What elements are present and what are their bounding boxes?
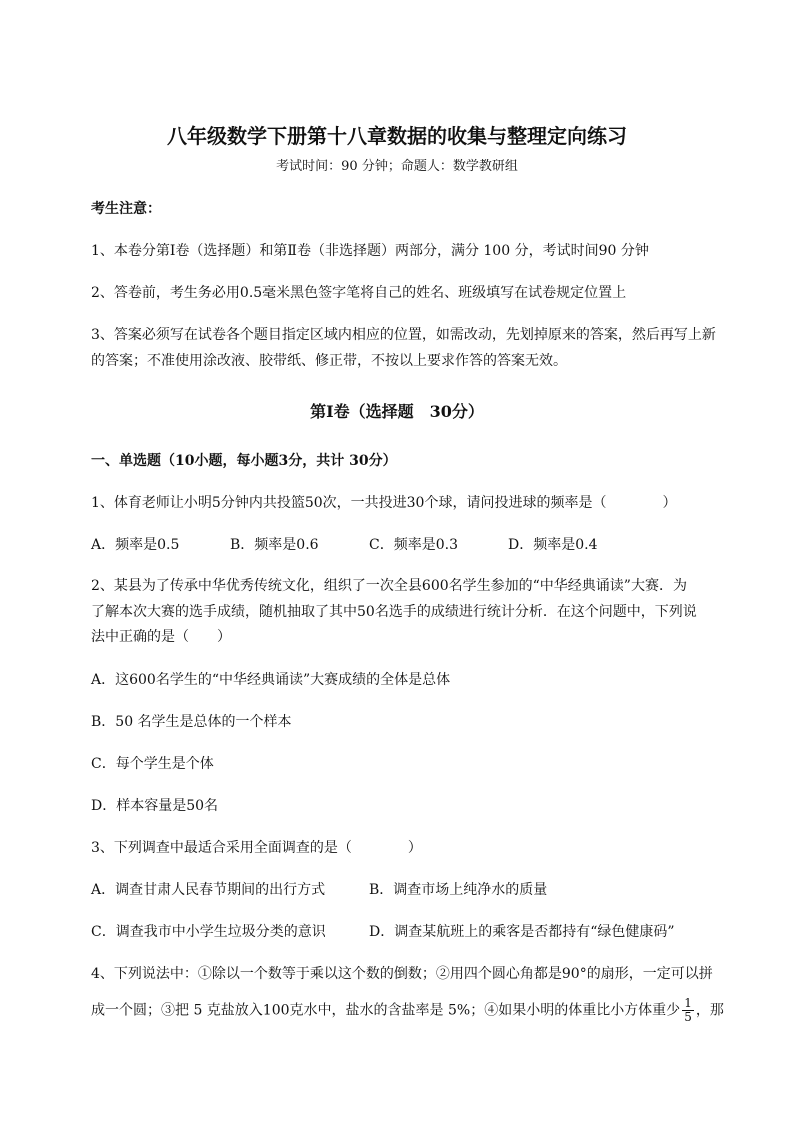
- exam-info: 考试时间：90 分钟；命题人：数学教研组: [276, 159, 518, 174]
- question-1-option-d: D．频率是0.4: [508, 537, 598, 553]
- question-2-stem-line-3: 法中正确的是（ ）: [91, 629, 231, 645]
- question-2-option-c: C．每个学生是个体: [91, 756, 214, 772]
- question-3-option-c: C．调查我市中小学生垃圾分类的意识: [91, 924, 326, 940]
- question-3-option-b: B．调查市场上纯净水的质量: [369, 882, 548, 898]
- fraction-numerator: 1: [684, 996, 692, 1010]
- question-2-stem-line-2: 了解本次大赛的选手成绩，随机抽取了其中50名选手的成绩进行统计分析．在这个问题中，下列说: [91, 604, 697, 620]
- question-2-stem-line-1: 2、某县为了传承中华优秀传统文化，组织了一次全县600名学生参加的“中华经典诵读”大赛．为: [91, 578, 687, 594]
- question-1-option-a: A．频率是0.5: [91, 537, 180, 553]
- question-4-text-tail: ，那: [695, 1002, 724, 1019]
- notice-item-2: 2、答卷前，考生务必用0.5毫米黑色签字笔将自己的姓名、班级填写在试卷规定位置上: [91, 285, 627, 301]
- notice-item-3-cont: 的答案；不准使用涂改液、胶带纸、修正带，不按以上要求作答的答案无效。: [91, 353, 567, 369]
- question-4-text: 成一个圆；③把 5 克盐放入100克水中，盐水的含盐率是 5%；④如果小明的体重比小方体重少: [91, 1002, 681, 1019]
- question-3-option-d: D．调查某航班上的乘客是否都持有“绿色健康码”: [369, 924, 675, 940]
- question-2-option-d: D．样本容量是50名: [91, 798, 219, 814]
- part-heading: 一、单选题（10小题，每小题3分，共计 30分）: [91, 453, 397, 469]
- question-4-stem-line-1: 4、下列说法中：①除以一个数等于乘以这个数的倒数；②用四个圆心角都是90°的扇形，一定可以拼: [91, 966, 713, 982]
- fraction: [682, 997, 694, 1024]
- notice-heading: 考生注意：: [91, 201, 161, 217]
- notice-item-1: 1、本卷分第Ⅰ卷（选择题）和第Ⅱ卷（非选择题）两部分，满分 100 分，考试时间90 分钟: [91, 243, 649, 259]
- question-3-option-a: A．调查甘肃人民春节期间的出行方式: [91, 882, 326, 898]
- question-4-stem-line-2: [91, 997, 724, 1024]
- question-1-option-c: C．频率是0.3: [369, 537, 458, 553]
- fraction-denominator: 5: [684, 1010, 692, 1024]
- question-1-option-b: B．频率是0.6: [230, 537, 319, 553]
- page-title: 八年级数学下册第十八章数据的收集与整理定向练习: [167, 124, 627, 148]
- section-title: 第Ⅰ卷（选择题 30分）: [310, 402, 484, 421]
- notice-item-3: 3、答案必须写在试卷各个题目指定区域内相应的位置，如需改动，先划掉原来的答案，然后再写上新: [91, 327, 716, 343]
- question-3-stem: 3、下列调查中最适合采用全面调查的是（ ）: [91, 840, 422, 856]
- question-2-option-b: B．50 名学生是总体的一个样本: [91, 714, 292, 730]
- question-2-option-a: A．这600名学生的“中华经典诵读”大赛成绩的全体是总体: [91, 672, 451, 688]
- question-1-stem: 1、体育老师让小明5分钟内共投篮50次，一共投进30个球，请问投进球的频率是（ ）: [91, 495, 677, 511]
